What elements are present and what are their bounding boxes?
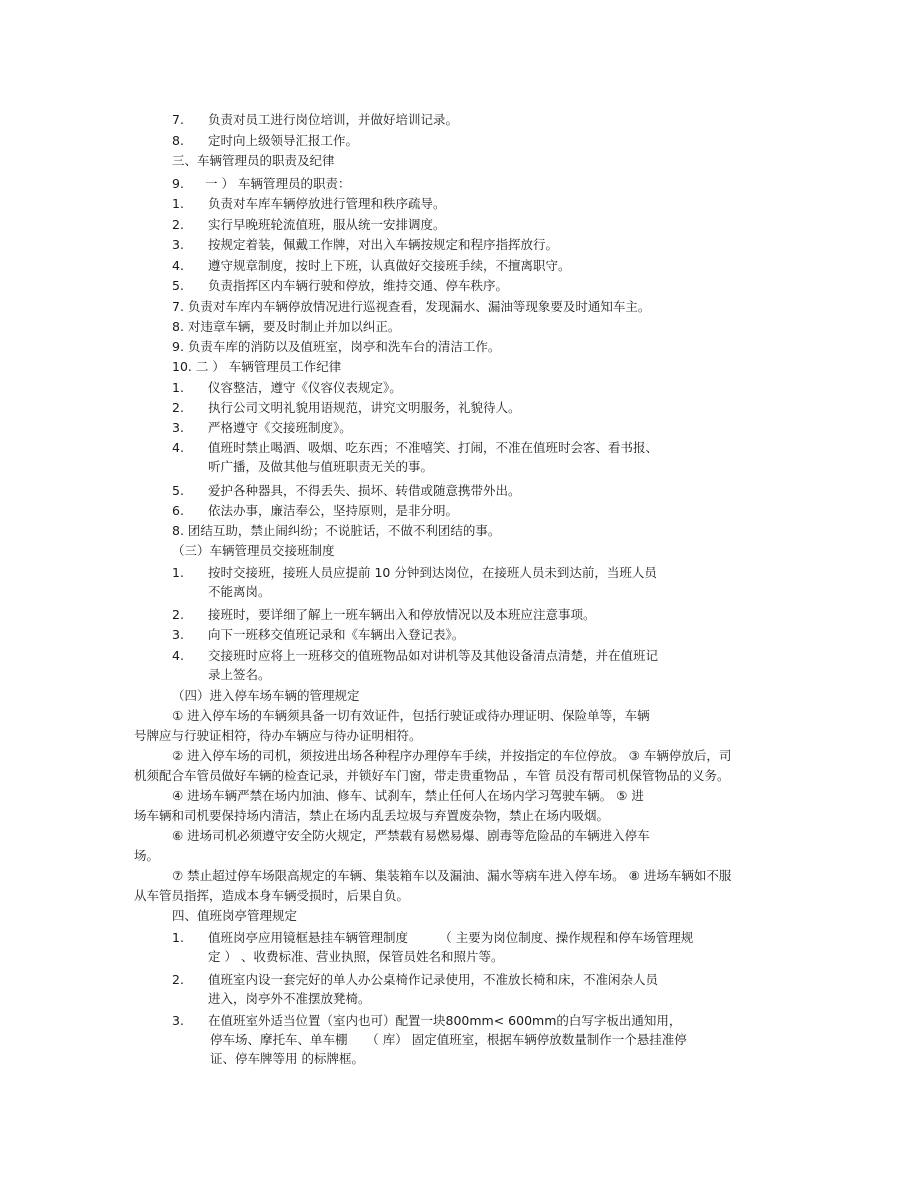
item-number: 4. xyxy=(172,440,184,455)
paragraph-line: 场。 xyxy=(134,848,160,863)
item-number: 7. xyxy=(172,112,184,127)
item-text: 在值班室外适当位置（室内也可）配置一块800mm< 600mm的白写字板出通知用， xyxy=(208,1013,682,1028)
item-text: 按规定着装，佩戴工作牌，对出入车辆按规定和程序指挥放行。 xyxy=(208,237,559,252)
item-text: 仪容整洁，遵守《仪容仪表规定》。 xyxy=(208,380,402,395)
item-number: 3. xyxy=(172,420,184,435)
item-number: 6. xyxy=(172,503,184,518)
item-text: 实行早晚班轮流值班，服从统一安排调度。 xyxy=(208,217,446,232)
item-number: 4. xyxy=(172,258,184,273)
item-number: 2. xyxy=(172,607,184,622)
paragraph-line: ⑥ 进场司机必须遵守安全防火规定，严禁载有易燃易爆、剧毒等危险品的车辆进入停车 xyxy=(172,828,650,843)
item-number: 5. xyxy=(172,278,184,293)
item-text-continued: 证、停车牌等用 的标牌框。 xyxy=(210,1051,364,1066)
item-number: 1. xyxy=(172,565,184,580)
subsection-heading: 一 ） 车辆管理员的职责： xyxy=(205,176,351,191)
section-heading: 四、值班岗亭管理规定 xyxy=(172,908,298,923)
item-text-continued: 听广播，及做其他与值班职责无关的事。 xyxy=(208,459,434,474)
item-text: 负责对员工进行岗位培训，并做好培训记录。 xyxy=(208,112,459,127)
item-text-continued: 进入，岗亭外不准摆放凳椅。 xyxy=(208,991,371,1006)
item-text-continued: 不能离岗。 xyxy=(208,584,271,599)
item-text: 接班时，要详细了解上一班车辆出入和停放情况以及本班应注意事项。 xyxy=(208,607,596,622)
item-number: 1. xyxy=(172,196,184,211)
item-text: 负责指挥区内车辆行驶和停放，维持交通、停车秩序。 xyxy=(208,278,509,293)
item-text: 值班时禁止喝酒、吸烟、吃东西；不准嘻笑、打闹，不准在值班时会客、看书报、 xyxy=(208,440,659,455)
item-number: 3. xyxy=(172,237,184,252)
item-text: 按时交接班，接班人员应提前 10 分钟到达岗位，在接班人员未到达前，当班人员 xyxy=(208,565,657,580)
item-number: 4. xyxy=(172,648,184,663)
item-text: 遵守规章制度，按时上下班，认真做好交接班手续，不擅离职守。 xyxy=(208,258,571,273)
item-text-continued: 录上签名。 xyxy=(208,667,271,682)
item-text: 定时向上级领导汇报工作。 xyxy=(208,133,359,148)
paragraph-line: 号牌应与行驶证相符，待办车辆应与待办证明相符。 xyxy=(134,728,422,743)
item-text: 爱护各种器具，不得丢失、损坏、转借或随意携带外出。 xyxy=(208,483,521,498)
item-number: 2. xyxy=(172,972,184,987)
item-number: 5. xyxy=(172,483,184,498)
paragraph-line: 从车管员指挥，造成本身车辆受损时，后果自负。 xyxy=(134,888,410,903)
subsection-heading: （三）车辆管理员交接班制度 xyxy=(172,543,335,558)
paragraph-line: ⑦ 禁止超过停车场限高规定的车辆、集装箱车以及漏油、漏水等病车进入停车场。 ⑧ 进场车辆如不服 xyxy=(172,868,732,883)
item-text: 值班室内设一套完好的单人办公桌椅作记录使用，不准放长椅和床，不准闲杂人员 xyxy=(208,972,659,987)
item-text: 交接班时应将上一班移交的值班物品如对讲机等及其他设备清点清楚，并在值班记 xyxy=(208,648,659,663)
paragraph-line: ④ 进场车辆严禁在场内加油、修车、试刹车，禁止任何人在场内学习驾驶车辆。 ⑤ 进 xyxy=(172,788,644,803)
item-text: 向下一班移交值班记录和《车辆出入登记表》。 xyxy=(208,627,465,642)
item-text: 值班岗亭应用镜框悬挂车辆管理制度 （ 主要为岗位制度、操作规程和停车场管理规 xyxy=(208,930,694,945)
item-number: 9. xyxy=(172,176,184,191)
paragraph-line: 机须配合车管员做好车辆的检查记录，并锁好车门窗，带走贵重物品 ，车管 员没有帮司机保管物品的义务。 xyxy=(134,768,730,783)
item-text: 依法办事，廉洁奉公，坚持原则，是非分明。 xyxy=(208,503,459,518)
item-number: 2. xyxy=(172,217,184,232)
subsection-heading: 10. 二 ） 车辆管理员工作纪律 xyxy=(172,359,342,374)
section-heading: 三、车辆管理员的职责及纪律 xyxy=(172,153,335,168)
item-text: 7. 负责对车库内车辆停放情况进行巡视查看，发现漏水、漏油等现象要及时通知车主。 xyxy=(172,299,651,314)
item-text: 9. 负责车库的消防以及值班室，岗亭和洗车台的清洁工作。 xyxy=(172,339,501,354)
item-text: 执行公司文明礼貌用语规范，讲究文明服务，礼貌待人。 xyxy=(208,400,521,415)
subsection-heading: （四）进入停车场车辆的管理规定 xyxy=(172,688,360,703)
paragraph-line: 场车辆和司机要保持场内清洁，禁止在场内乱丢垃圾与弃置废杂物，禁止在场内吸烟。 xyxy=(134,808,610,823)
item-text: 严格遵守《交接班制度》。 xyxy=(208,420,352,435)
paragraph-line: ② 进入停车场的司机，须按进出场各种程序办理停车手续，并按指定的车位停放。 ③ 车辆停放后，司 xyxy=(172,748,732,763)
item-text: 负责对车库车辆停放进行管理和秩序疏导。 xyxy=(208,196,446,211)
paragraph-line: ① 进入停车场的车辆须具备一切有效证件，包括行驶证或待办理证明、保险单等，车辆 xyxy=(172,708,650,723)
item-text: 8. 对违章车辆，要及时制止并加以纠正。 xyxy=(172,319,401,334)
item-number: 2. xyxy=(172,400,184,415)
item-number: 1. xyxy=(172,930,184,945)
item-number: 8. xyxy=(172,133,184,148)
item-number: 3. xyxy=(172,627,184,642)
item-text: 8. 团结互助，禁止闹纠纷；不说脏话，不做不利团结的事。 xyxy=(172,523,501,538)
item-text-continued: 定 ） 、收费标准、营业执照，保管员姓名和照片等。 xyxy=(208,949,504,964)
item-number: 3. xyxy=(172,1013,184,1028)
item-text-continued: 停车场、摩托车、单车棚 （ 库） 固定值班室，根据车辆停放数量制作一个悬挂准停 xyxy=(210,1032,687,1047)
item-number: 1. xyxy=(172,380,184,395)
